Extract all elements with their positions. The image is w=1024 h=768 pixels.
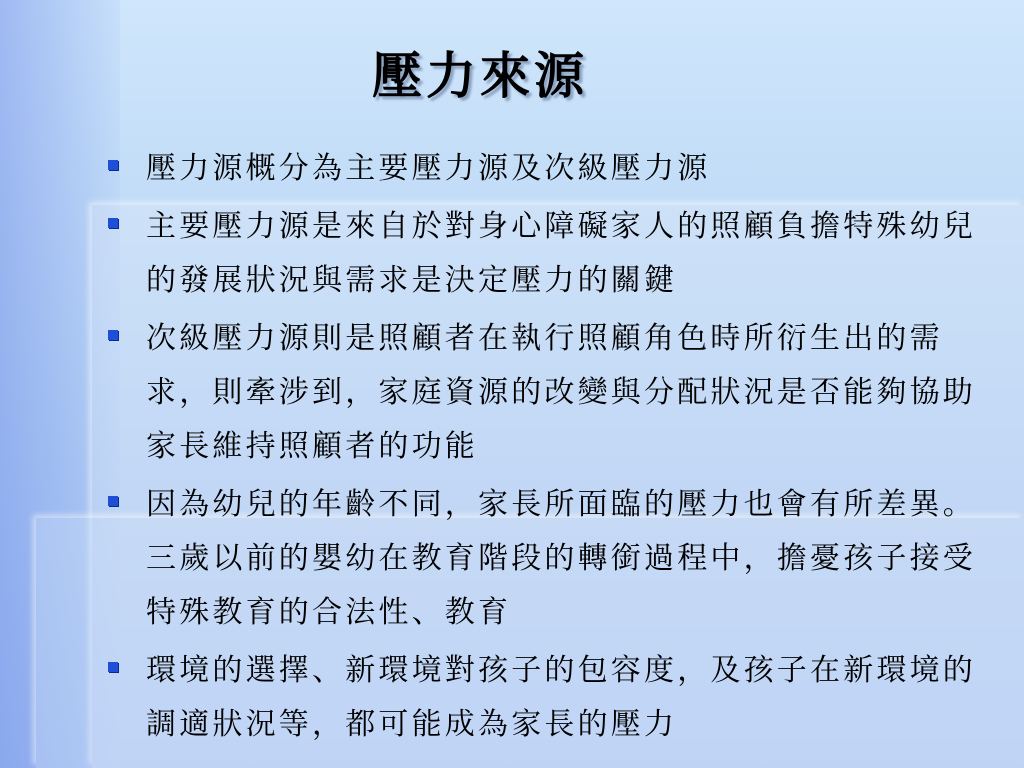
slide-title: 壓力來源 xyxy=(372,46,588,105)
bullet-text: 壓力源概分為主要壓力源及次級壓力源 xyxy=(146,151,711,186)
square-bullet-icon xyxy=(108,330,118,340)
square-bullet-icon xyxy=(108,160,118,170)
square-bullet-icon xyxy=(108,662,118,672)
bullet-item xyxy=(104,200,994,308)
square-bullet-icon xyxy=(108,218,118,228)
bullet-item xyxy=(104,644,994,752)
square-bullet-icon xyxy=(108,496,118,506)
bullet-text: 次級壓力源則是照顧者在執行照顧角色時所衍生出的需求，則牽涉到，家庭資源的改變與分配狀況是否能夠協助家長維持照顧者的功能 xyxy=(146,321,976,464)
bullet-item xyxy=(104,142,994,196)
bullet-text: 主要壓力源是來自於對身心障礙家人的照顧負擔特殊幼兒的發展狀況與需求是決定壓力的關鍵 xyxy=(146,209,976,298)
bullet-text: 因為幼兒的年齡不同，家長所面臨的壓力也會有所差異。三歲以前的嬰幼在教育階段的轉銜過程中，擔憂孩子接受特殊教育的合法性、教育 xyxy=(146,487,976,630)
bullet-text: 環境的選擇、新環境對孩子的包容度，及孩子在新環境的調適狀況等，都可能成為家長的壓力 xyxy=(146,653,976,742)
bullet-item xyxy=(104,312,994,474)
bullet-item xyxy=(104,478,994,640)
bullet-list xyxy=(104,142,994,756)
